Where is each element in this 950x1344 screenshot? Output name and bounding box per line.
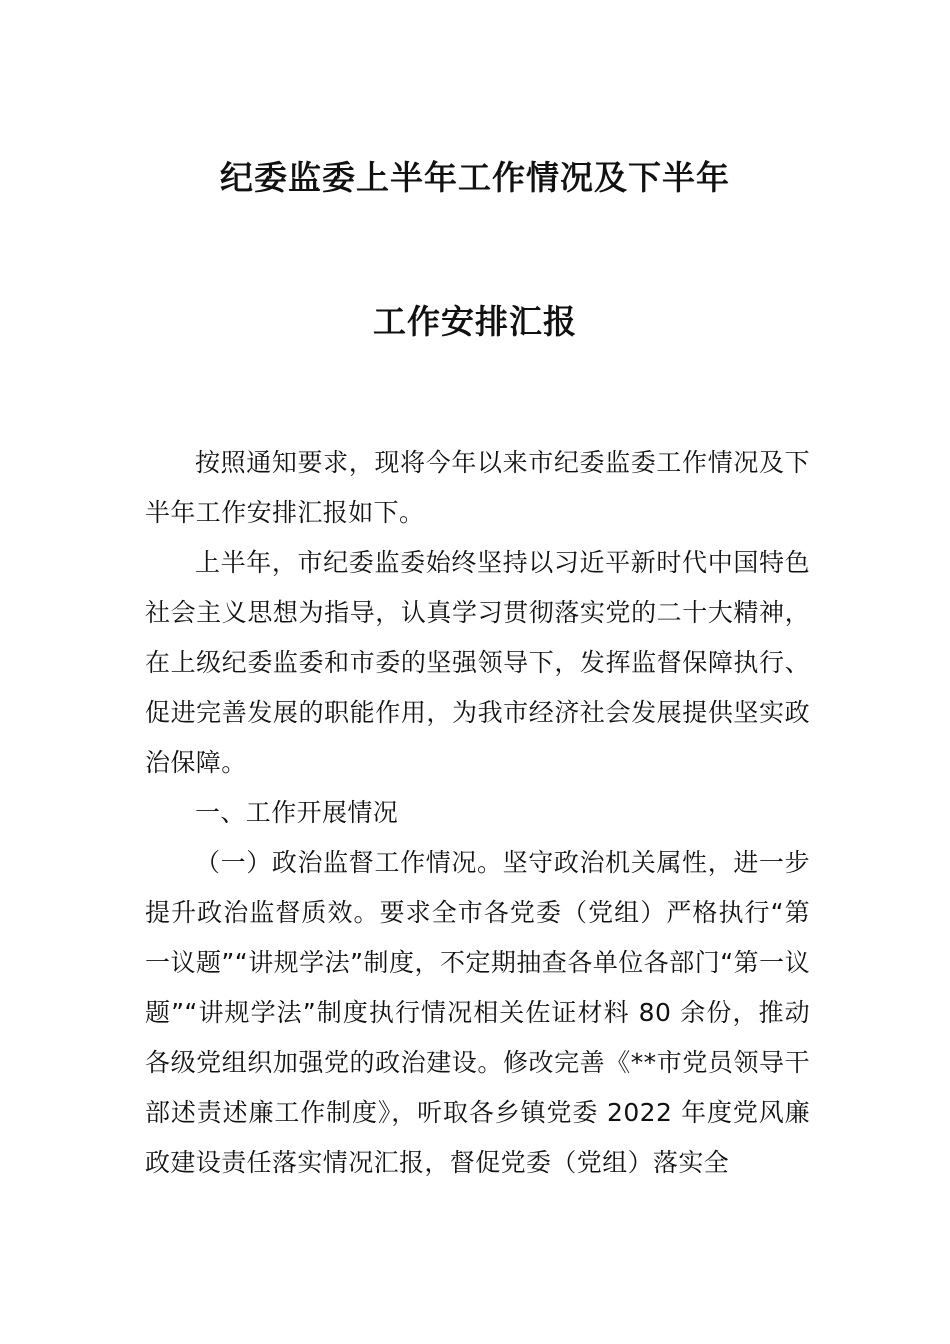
- paragraph-political-supervision: （一）政治监督工作情况。坚守政治机关属性，进一步提升政治监督质效。要求全市各党委（党组）严格执行“第一议题”“讲规学法”制度，不定期抽查各单位各部门“第一议题”“讲规学法”制度执行情况相关佐证材料 80 余份，推动各级党组织加强党的政治建设。修改完善《**市党员领导干部述责述廉工作制度》，听取各乡镇党委 2022 年度党风廉政建设责任落实情况汇报，督促党委（党组）落实全: [145, 848, 810, 1177]
- document-title-line-1: 纪委监委上半年工作情况及下半年: [220, 158, 730, 197]
- paragraph-summary: 上半年，市纪委监委始终坚持以习近平新时代中国特色社会主义思想为指导，认真学习贯彻落实党的二十大精神，在上级纪委监委和市委的坚强领导下，发挥监督保障执行、促进完善发展的职能作用，为我市经济社会发展提供坚实政治保障。: [145, 548, 810, 777]
- paragraph-intro: 按照通知要求，现将今年以来市纪委监委工作情况及下半年工作安排汇报如下。: [145, 448, 810, 527]
- section-heading: 一、工作开展情况: [195, 798, 399, 827]
- document-title-line-2: 工作安排汇报: [373, 302, 577, 341]
- document-body: [145, 438, 810, 1188]
